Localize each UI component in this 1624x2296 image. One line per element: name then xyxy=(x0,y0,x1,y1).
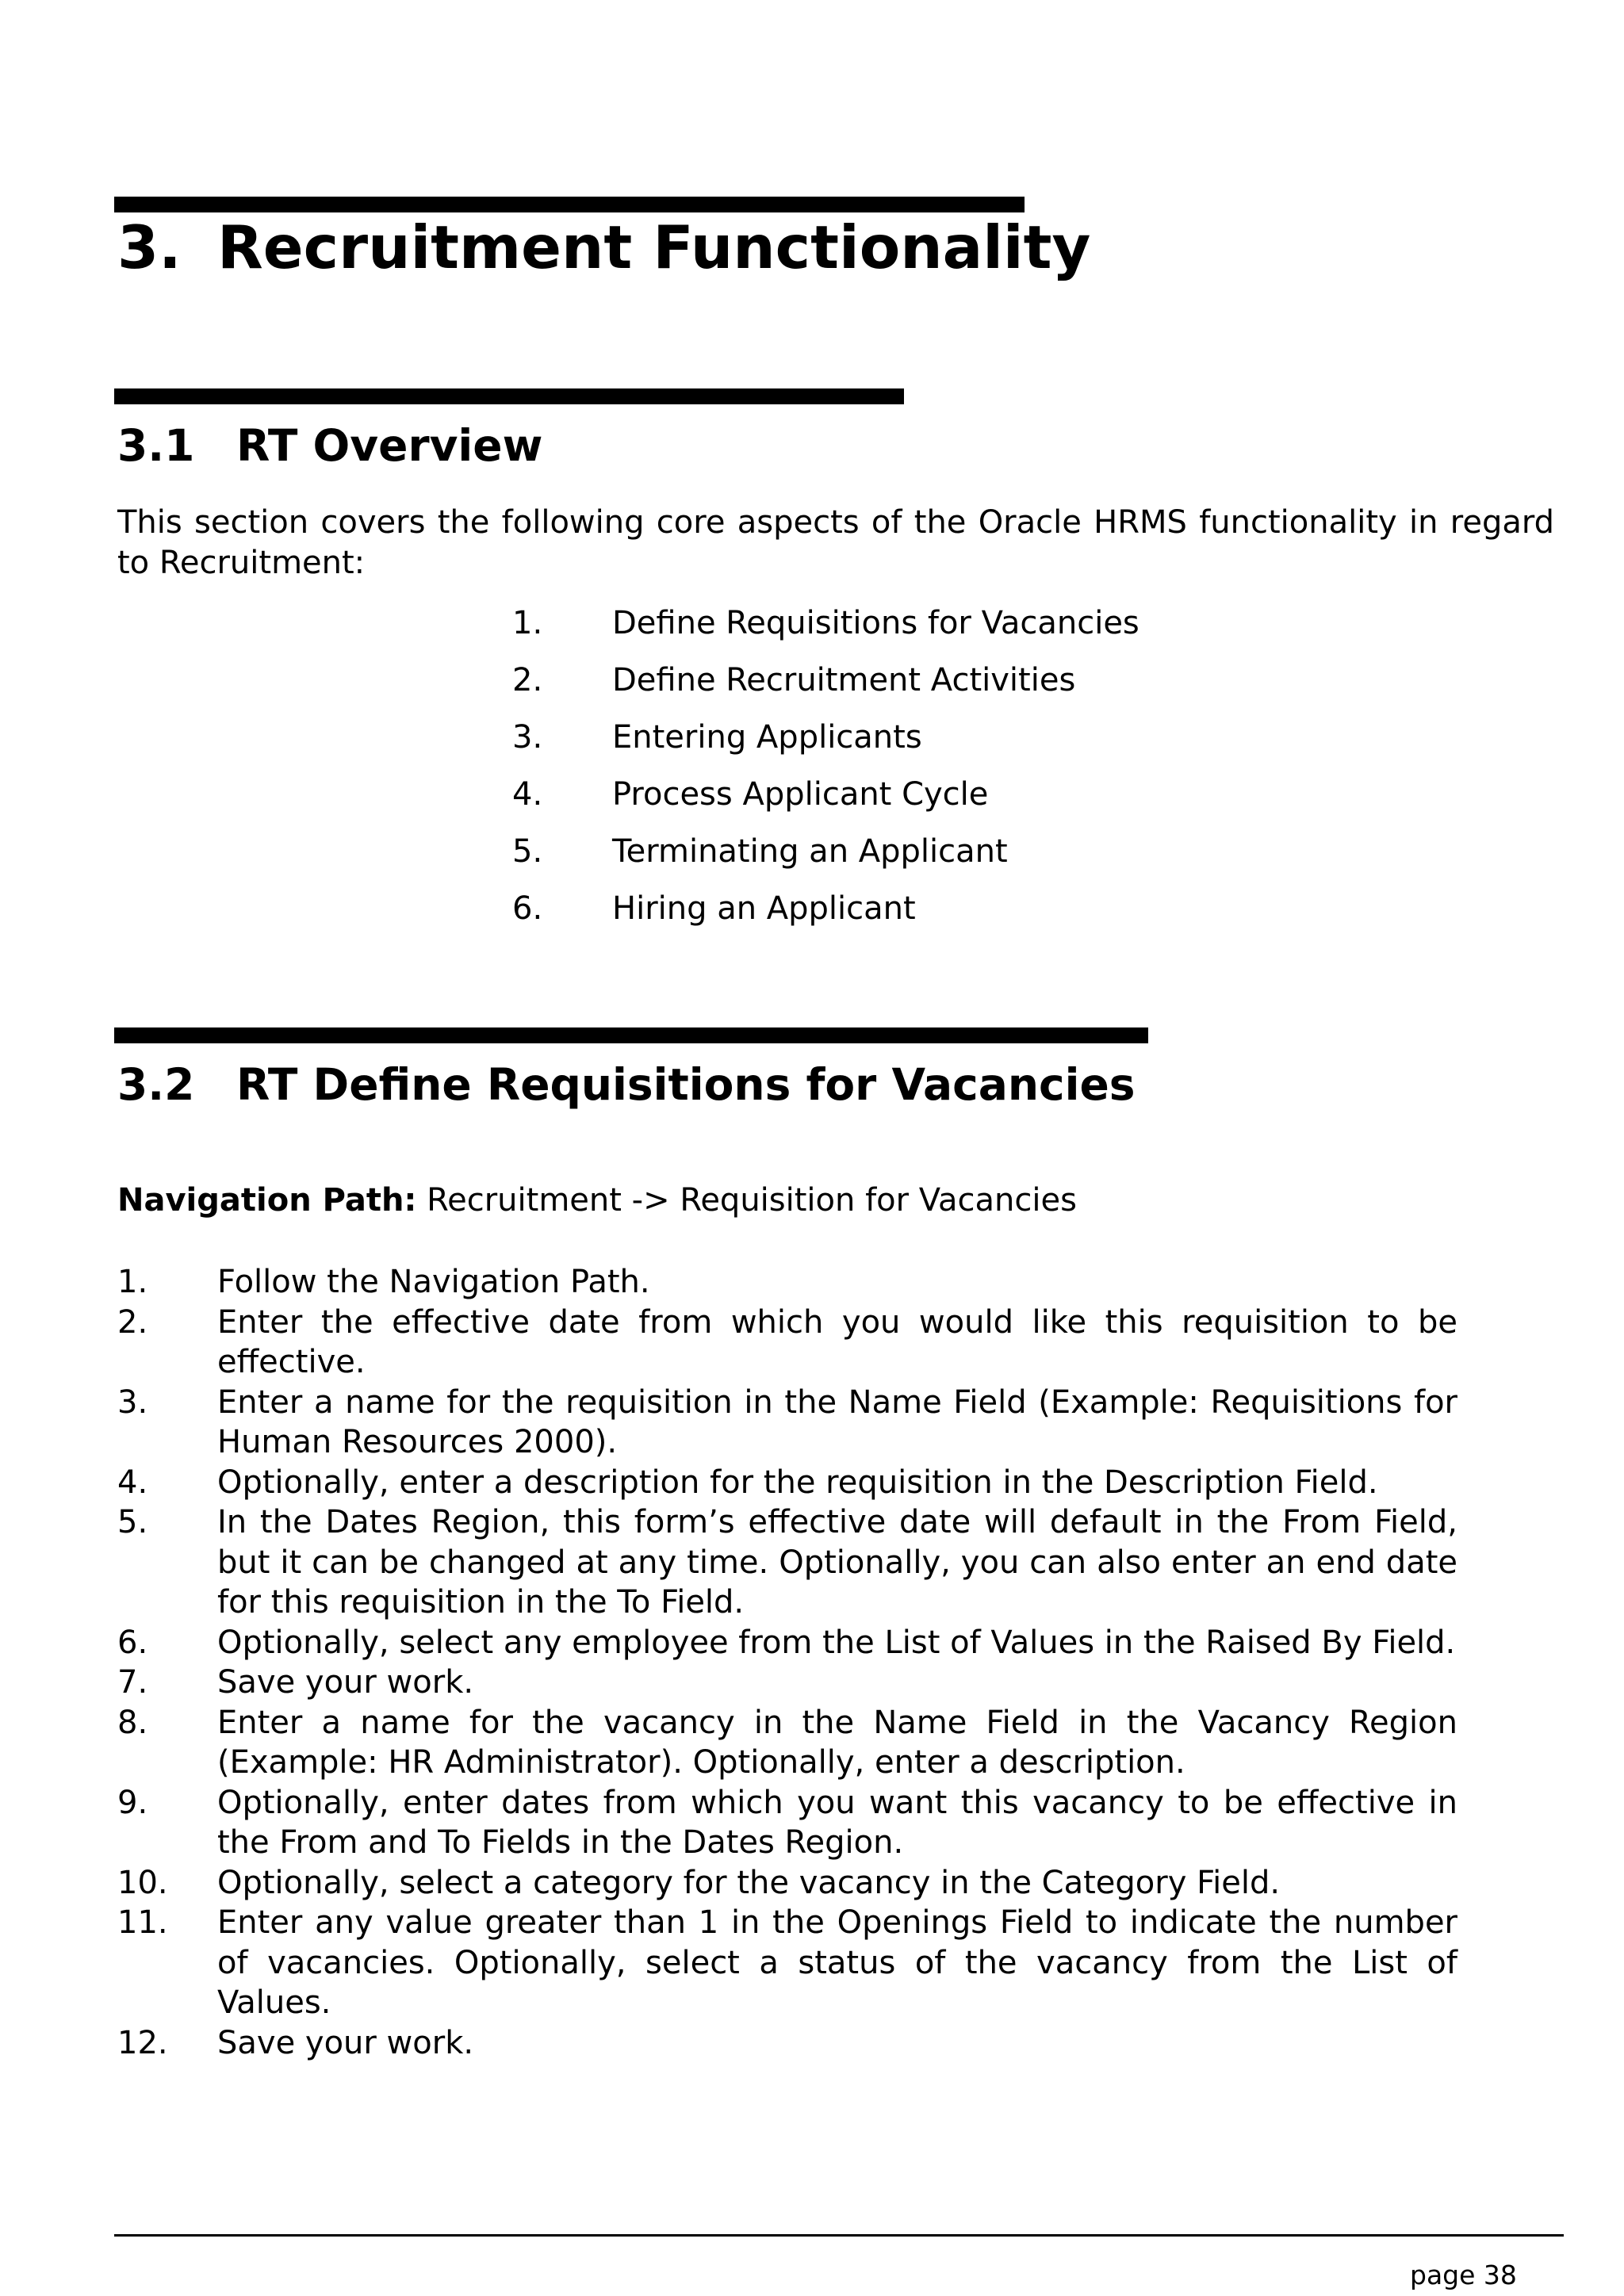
step-text: Optionally, select any employee from the List of Values in the Raised By Field. xyxy=(217,1624,1456,1661)
step-text: Enter any value greater than 1 in the Openings Field to indicate the number of vacancies. Optionally, select a status of the vacancy from the List of Values. xyxy=(217,1904,1457,2021)
section-requisitions-number: 3.2 xyxy=(117,1059,195,1110)
step-text: Optionally, enter dates from which you want this vacancy to be effective in the From and To Fields in the Dates Region. xyxy=(217,1784,1457,1861)
step-number: 7. xyxy=(117,1664,148,1701)
step-item xyxy=(117,1463,1457,1503)
step-number: 4. xyxy=(117,1464,148,1501)
list-item xyxy=(512,709,1139,766)
list-item-text: Entering Applicants xyxy=(612,719,922,756)
step-item xyxy=(117,1863,1457,1904)
list-item xyxy=(512,880,1139,937)
list-item-number: 3. xyxy=(512,719,543,756)
page-number: page 38 xyxy=(1410,2260,1517,2290)
step-item xyxy=(117,1502,1457,1623)
step-item xyxy=(117,1262,1457,1303)
step-item xyxy=(117,1303,1457,1383)
step-item xyxy=(117,1703,1457,1783)
section-requisitions-heading xyxy=(117,1057,1136,1112)
navigation-path xyxy=(117,1180,1077,1221)
list-item-text: Hiring an Applicant xyxy=(612,890,916,927)
step-item xyxy=(117,1783,1457,1863)
section-overview-rule xyxy=(114,388,904,404)
step-number: 9. xyxy=(117,1784,148,1821)
step-text: Save your work. xyxy=(217,1664,474,1701)
list-item xyxy=(512,766,1139,823)
step-text: Enter a name for the requisition in the Name Field (Example: Requisitions for Human Resources 2000). xyxy=(217,1383,1457,1460)
section-requisitions-rule xyxy=(114,1027,1148,1043)
list-item xyxy=(512,823,1139,880)
section-overview-title: RT Overview xyxy=(236,420,543,471)
step-number: 6. xyxy=(117,1624,148,1661)
step-text: In the Dates Region, this form’s effective date will default in the From Field, but it can be changed at any time. Optionally, you can also enter an end date for this requisition in the To Field. xyxy=(217,1504,1457,1621)
section-overview-intro: This section covers the following core aspects of the Oracle HRMS functionality in regard to Recruitment: xyxy=(117,504,1554,581)
chapter-title-text: Recruitment Functionality xyxy=(217,212,1091,282)
steps-list xyxy=(117,1262,1457,2063)
overview-list xyxy=(512,595,1139,937)
step-item xyxy=(117,1663,1457,1703)
section-overview-number: 3.1 xyxy=(117,420,195,471)
step-item xyxy=(117,1383,1457,1463)
list-item-text: Terminating an Applicant xyxy=(612,833,1008,870)
list-item-number: 2. xyxy=(512,662,543,698)
list-item-text: Process Applicant Cycle xyxy=(612,776,989,813)
footer-rule xyxy=(114,2234,1564,2237)
chapter-number: 3. xyxy=(117,212,182,282)
step-text: Follow the Navigation Path. xyxy=(217,1264,650,1300)
navigation-path-label: Navigation Path: xyxy=(117,1182,417,1219)
list-item-number: 4. xyxy=(512,776,543,813)
step-text: Save your work. xyxy=(217,2024,474,2061)
step-item xyxy=(117,1903,1457,2023)
list-item-text: Define Requisitions for Vacancies xyxy=(612,605,1139,641)
step-item xyxy=(117,1623,1457,1663)
step-text: Optionally, enter a description for the requisition in the Description Field. xyxy=(217,1464,1378,1501)
list-item xyxy=(512,595,1139,652)
list-item-number: 5. xyxy=(512,833,543,870)
step-number: 10. xyxy=(117,1864,168,1901)
step-number: 5. xyxy=(117,1504,148,1540)
list-item xyxy=(512,652,1139,709)
step-text: Optionally, select a category for the vacancy in the Category Field. xyxy=(217,1864,1281,1901)
section-overview-heading xyxy=(117,418,542,473)
step-text: Enter a name for the vacancy in the Name Field in the Vacancy Region (Example: HR Administrator). Optionally, enter a description. xyxy=(217,1704,1457,1781)
section-requisitions-title: RT Define Requisitions for Vacancies xyxy=(236,1059,1136,1110)
step-number: 3. xyxy=(117,1383,148,1421)
step-number: 8. xyxy=(117,1704,148,1741)
list-item-text: Define Recruitment Activities xyxy=(612,662,1076,698)
step-number: 2. xyxy=(117,1303,148,1341)
chapter-title xyxy=(117,208,1090,287)
step-number: 11. xyxy=(117,1904,168,1941)
list-item-number: 1. xyxy=(512,605,543,641)
step-number: 1. xyxy=(117,1264,148,1300)
step-number: 12. xyxy=(117,2024,168,2061)
step-text: Enter the effective date from which you would like this requisition to be effective. xyxy=(217,1303,1457,1380)
list-item-number: 6. xyxy=(512,890,543,927)
step-item xyxy=(117,2023,1457,2064)
navigation-path-value: Recruitment -> Requisition for Vacancies xyxy=(427,1182,1077,1219)
